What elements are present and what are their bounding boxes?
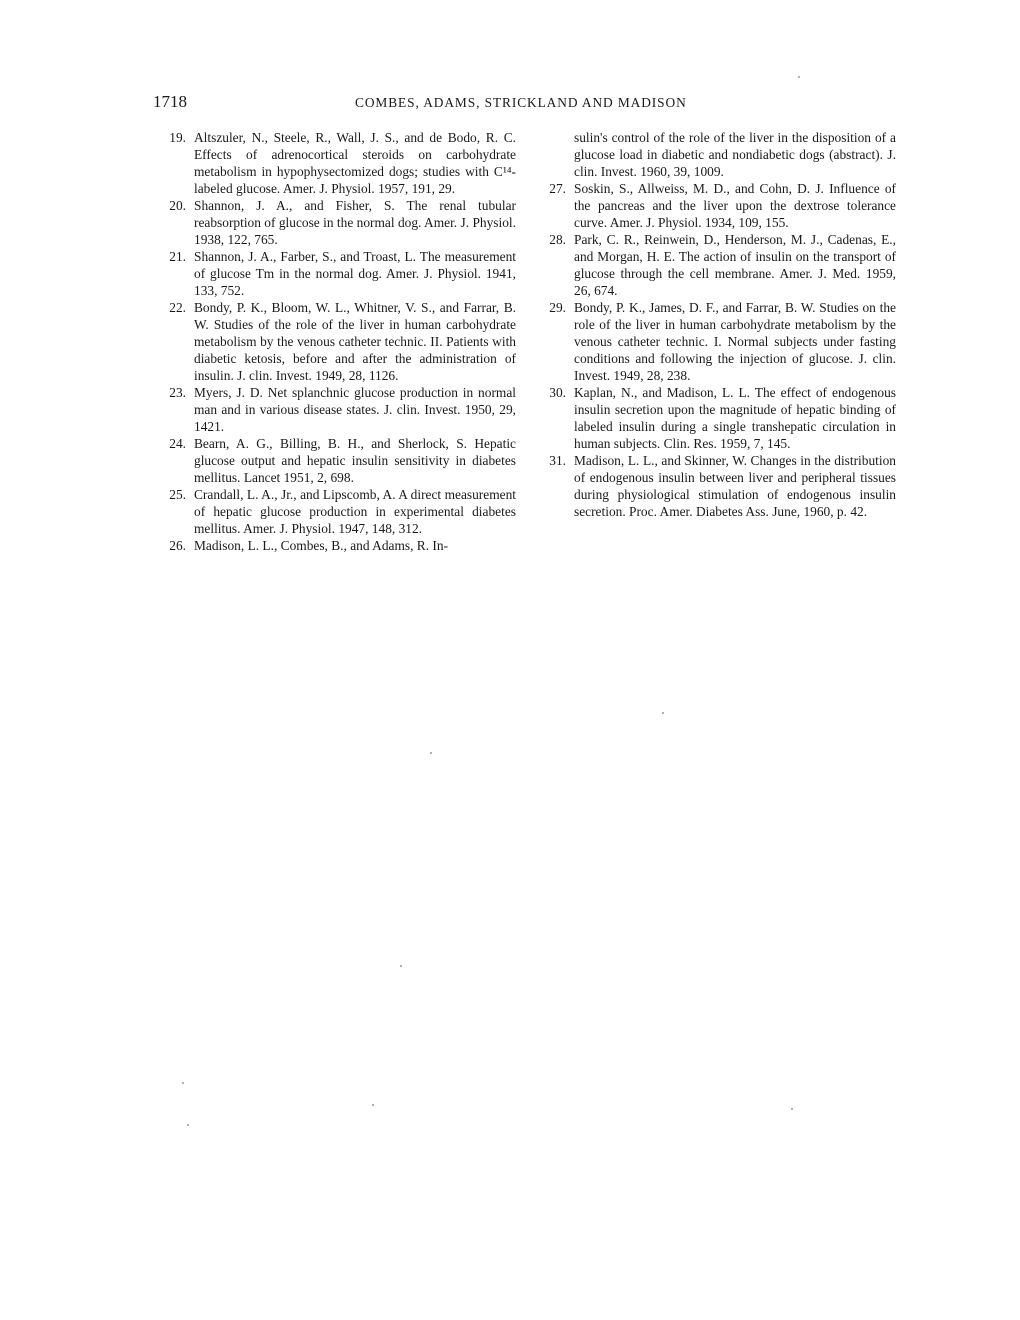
reference-text: Altszuler, N., Steele, R., Wall, J. S., and de Bodo, R. C. Effects of adrenocortical steroids on carbohydrate metabolism in hypophysectomized dogs; studies with C¹⁴-labeled glucose. Amer. J. Physiol. 1957, 191, 29.	[194, 130, 516, 196]
scan-speck	[372, 1104, 374, 1106]
reference-27	[536, 180, 896, 231]
reference-text: Soskin, S., Allweiss, M. D., and Cohn, D. J. Influence of the pancreas and the liver upon the dextrose tolerance curve. Amer. J. Physiol. 1934, 109, 155.	[574, 181, 896, 230]
reference-number: 22.	[169, 300, 186, 315]
reference-21	[156, 248, 516, 299]
reference-25	[156, 486, 516, 537]
reference-30	[536, 384, 896, 452]
scan-speck	[791, 1108, 793, 1110]
reference-text: Crandall, L. A., Jr., and Lipscomb, A. A direct measurement of hepatic glucose production in experimental diabetes mellitus. Amer. J. Physiol. 1947, 148, 312.	[194, 487, 516, 536]
reference-number: 20.	[169, 198, 186, 213]
reference-text: Bondy, P. K., James, D. F., and Farrar, B. W. Studies on the role of the liver in human carbohydrate metabolism by the venous catheter technic. I. Normal subjects under fasting conditions and following the injection of glucose. J. clin. Invest. 1949, 28, 238.	[574, 300, 896, 383]
reference-text: Kaplan, N., and Madison, L. L. The effect of endogenous insulin secretion upon the magnitude of hepatic binding of labeled insulin during a single transhepatic circulation in human subjects. Clin. Res. 1959, 7, 145.	[574, 385, 896, 451]
reference-26	[156, 537, 516, 554]
reference-22	[156, 299, 516, 384]
scan-speck	[400, 965, 402, 967]
reference-29	[536, 299, 896, 384]
reference-number: 19.	[169, 130, 186, 145]
reference-23	[156, 384, 516, 435]
running-head: COMBES, ADAMS, STRICKLAND AND MADISON	[355, 95, 687, 110]
reference-text: Park, C. R., Reinwein, D., Henderson, M. J., Cadenas, E., and Morgan, H. E. The action of insulin on the transport of glucose through the cell membrane. Amer. J. Med. 1959, 26, 674.	[574, 232, 896, 298]
scan-speck	[430, 752, 432, 754]
reference-number: 25.	[169, 487, 186, 502]
reference-number: 27.	[549, 181, 566, 196]
reference-number: 24.	[169, 436, 186, 451]
reference-text: Madison, L. L., Combes, B., and Adams, R. In-	[194, 538, 449, 553]
reference-number: 31.	[549, 453, 566, 468]
scan-speck	[662, 712, 664, 714]
page-number: 1718	[153, 92, 187, 111]
reference-20	[156, 197, 516, 248]
references-left-column	[156, 129, 516, 554]
reference-number: 23.	[169, 385, 186, 400]
reference-19	[156, 129, 516, 197]
reference-text: Bearn, A. G., Billing, B. H., and Sherlock, S. Hepatic glucose output and hepatic insulin sensitivity in diabetes mellitus. Lancet 1951, 2, 698.	[194, 436, 516, 485]
scan-speck	[182, 1082, 184, 1084]
reference-26-continued	[536, 129, 896, 180]
scan-speck	[187, 1124, 189, 1126]
reference-number: 28.	[549, 232, 566, 247]
reference-28	[536, 231, 896, 299]
reference-text: Bondy, P. K., Bloom, W. L., Whitner, V. S., and Farrar, B. W. Studies of the role of the liver in human carbohydrate metabolism by the venous catheter technic. II. Patients with diabetic ketosis, before and after the administration of insulin. J. clin. Invest. 1949, 28, 1126.	[194, 300, 516, 383]
reference-text: Shannon, J. A., and Fisher, S. The renal tubular reabsorption of glucose in the normal dog. Amer. J. Physiol. 1938, 122, 765.	[194, 198, 516, 247]
reference-24	[156, 435, 516, 486]
reference-number: 29.	[549, 300, 566, 315]
scan-speck	[798, 76, 800, 78]
reference-31	[536, 452, 896, 520]
references-right-column	[536, 129, 896, 520]
reference-number: 26.	[169, 538, 186, 553]
reference-text: Madison, L. L., and Skinner, W. Changes in the distribution of endogenous insulin between liver and peripheral tissues during physiological stimulation of endogenous insulin secretion. Proc. Amer. Diabetes Ass. June, 1960, p. 42.	[574, 453, 896, 519]
reference-number: 30.	[549, 385, 566, 400]
reference-text: Shannon, J. A., Farber, S., and Troast, L. The measurement of glucose Tm in the normal dog. Amer. J. Physiol. 1941, 133, 752.	[194, 249, 516, 298]
reference-text: Myers, J. D. Net splanchnic glucose production in normal man and in various disease states. J. clin. Invest. 1950, 29, 1421.	[194, 385, 516, 434]
reference-text: sulin's control of the role of the liver in the disposition of a glucose load in diabetic and nondiabetic dogs (abstract). J. clin. Invest. 1960, 39, 1009.	[574, 130, 896, 179]
reference-number: 21.	[169, 249, 186, 264]
